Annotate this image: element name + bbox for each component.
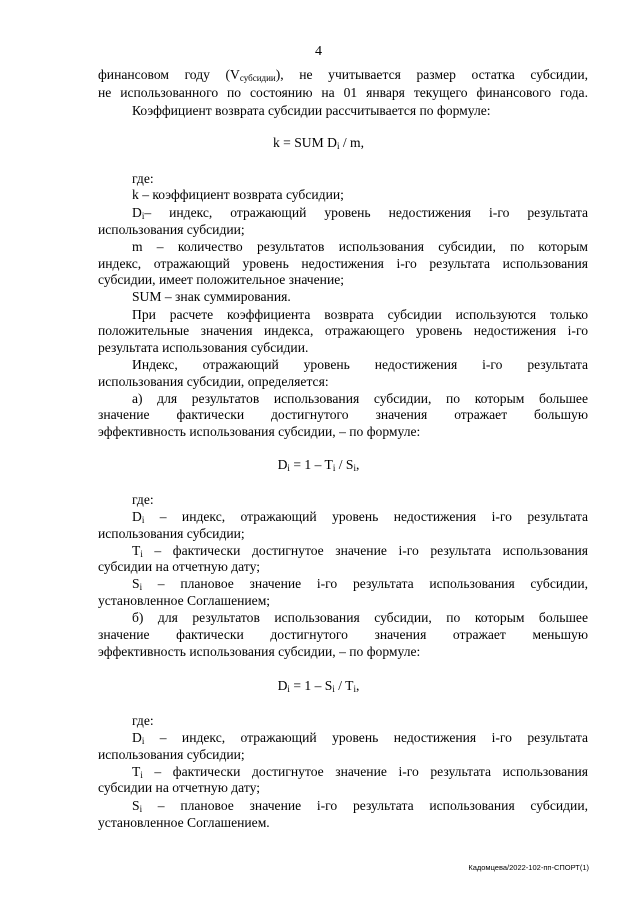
text-line: При расчете коэффициента возврата субсидии используются только bbox=[132, 307, 588, 322]
text-line: использования субсидии; bbox=[98, 747, 245, 762]
where-label: где: bbox=[132, 713, 154, 728]
where-label: где: bbox=[132, 492, 154, 507]
text-line: $T_i$ – фактически достигнутое значение i-го результата использования bbox=[132, 543, 588, 559]
text-line: положительные значения индекса, отражающего уровень недостижения i-го bbox=[98, 323, 588, 338]
formula-k: k = SUM $D_i$ / m, bbox=[272, 135, 364, 151]
text-line: k – коэффициент возврата субсидии; bbox=[132, 187, 344, 202]
text-line: $D_i$ – индекс, отражающий уровень недостижения i-го результата bbox=[132, 509, 588, 525]
text-line: эффективность использования субсидии, – по формуле: bbox=[98, 644, 421, 659]
where-label: где: bbox=[132, 171, 154, 186]
text-line: результата использования субсидии. bbox=[98, 340, 309, 355]
text-line: установленное Соглашением. bbox=[98, 815, 270, 830]
text-line: $S_i$ – плановое значение i-го результата использования субсидии, bbox=[132, 576, 588, 592]
formula-b: $D_i = 1 - S_i / T_i$, bbox=[277, 678, 360, 694]
text-line: Индекс, отражающий уровень недостижения i-го результата bbox=[132, 357, 588, 372]
text-line: индекс, отражающий уровень недостижения i-го результата использования bbox=[98, 256, 588, 271]
text-line: эффективность использования субсидии, – по формуле: bbox=[98, 424, 421, 439]
text-line: использования субсидии, определяется: bbox=[98, 374, 329, 389]
text-line: использования субсидии; bbox=[98, 526, 245, 541]
text-line: $S_i$ – плановое значение i-го результата использования субсидии, bbox=[132, 798, 588, 814]
formula-a: $D_i = 1 - T_i / S_i$, bbox=[277, 457, 360, 473]
text-line: Коэффициент возврата субсидии рассчитывается по формуле: bbox=[132, 103, 491, 118]
text-line: значение фактически достигнутого значения отражает большую bbox=[98, 407, 588, 422]
text-line: субсидии на отчетную дату; bbox=[98, 559, 261, 574]
text-line: а) для результатов использования субсидии, по которым большее bbox=[132, 391, 588, 406]
text-line: $D_i$ – индекс, отражающий уровень недостижения i-го результата bbox=[132, 730, 588, 746]
text-line: субсидии на отчетную дату; bbox=[98, 780, 261, 795]
text-line: субсидии, имеет положительное значение; bbox=[98, 272, 345, 287]
text-line: использования субсидии; bbox=[98, 222, 245, 237]
text-line: не использованного по состоянию на 01 января текущего финансового года. bbox=[98, 85, 588, 100]
text-line: m – количество результатов использования субсидии, по которым bbox=[132, 239, 588, 254]
text-line: SUM – знак суммирования. bbox=[132, 289, 291, 304]
text-line: б) для результатов использования субсидии, по которым большее bbox=[132, 610, 588, 625]
text-line: $D_i-$ индекс, отражающий уровень недостижения i-го результата bbox=[132, 205, 588, 221]
text-line: значение фактически достигнутого значения отражает меньшую bbox=[98, 627, 588, 642]
text-line: финансовом году $(V_{субсидии})$, не учитывается размер остатка субсидии, bbox=[98, 67, 588, 83]
footer-document-code: Кадомцева/2022-102-пп-СПОРТ(1) bbox=[468, 863, 589, 872]
text-line: $T_i$ – фактически достигнутое значение i-го результата использования bbox=[132, 764, 588, 780]
text-line: установленное Соглашением; bbox=[98, 593, 271, 608]
page-number: 4 bbox=[315, 44, 322, 59]
